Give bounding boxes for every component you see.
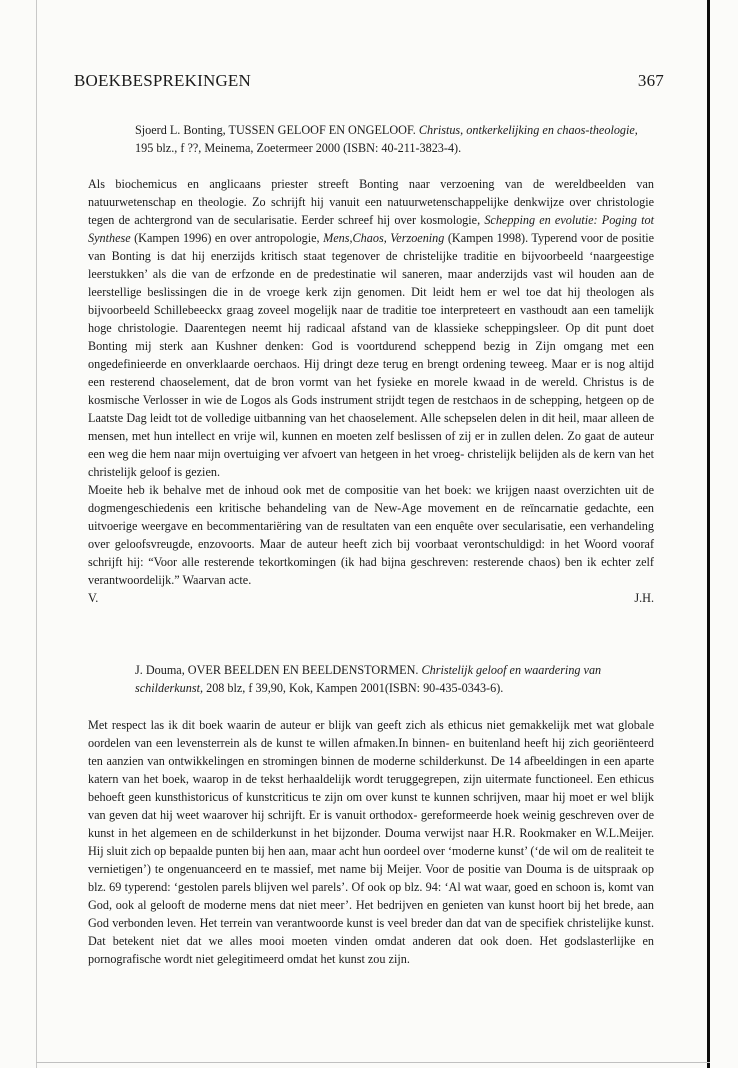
review2-body [88,716,654,968]
signature-left: V. [88,591,99,605]
review2-subtitle: Christelijk geloof en waardering van schilderkunst, [135,663,602,695]
review1-paragraph-1: Als biochemicus en anglicaans priester streeft Bonting naar verzoening van de wereldbeelden van natuurwetenschap en theologie. Zo schrijft hij vanuit een natuurwetenschappelijke denkwijze over christologie tegen de achtergrond van de secularisatie. Eerder schreef hij over kosmologie, Schepping en evolutie: Poging tot Synthese (Kampen 1996) en over antropologie, Mens,Chaos, Verzoening (Kampen 1998). Typerend voor de positie van Bonting is dat hij enerzijds kritisch staat tegenover de christelijke traditie en bijvoorbeeld ‘naargeestige leerstukken’ als die van de erfzonde en de predestinatie wil saneren, maar anderzijds vast wil houden aan de leerstellige beslissingen die in de vroege kerk zijn genomen. Dit leidt hem er wel toe dat hij theologen als bijvoorbeeld Schillebeeckx graag zoveel mogelijk naar de traditie toe interpreteert en vasthoudt aan een tamelijk hoge christologie. Daarentegen neemt hij radicaal afstand van de klassieke scheppingsleer. Op dit punt doet Bonting mij sterk aan Kushner denken: God is voortdurend scheppend bezig in Zijn omgang met een ongedefinieerde en onverklaarde oerchaos. Hij dringt deze terug en brengt ordening teweeg. Maar er is nog altijd een resterend chaoselement, dat de bron vormt van het fysieke en morele kwaad in de wereld. Christus is de kosmische Verlosser in wie de Logos als Gods instrument strijdt tegen de restchaos in de schepping, hetgeen op de Laatste Dag leidt tot de volledige uitbanning van het chaoselement. Alle schepselen delen in dit heil, maar alleen de mensen, met hun intellect en vrije wil, kunnen en moeten zelf beslissen of zij er in zullen delen. Zo gaat de auteur een weg die hem naar mijn overtuiging ver afvoert van hetgeen in het vroeg- christelijk belijden als de kern van het christelijk geloof is gezien. [88,177,655,479]
page-number: 367 [637,71,664,90]
review1-paragraph-2: Moeite heb ik behalve met de inhoud ook met de compositie van het boek: we krijgen naast overzichten uit de dogmengeschiedenis een kritische behandeling van de New-Age movement en de reïncarnatie gedachte, een uitvoerige weergave en becommentariëring van de resultaten van een enquête over secularisatie, een verhandeling over geloofsvreugde, enzovoorts. Maar de auteur heeft zich bij voorbaat verontschuldigd: in het Woord vooraf schrijft hij: “Voor alle resterende tekortkomingen (ik had bijna geschreven: resterende chaos) ben ik echter zelf verantwoordelijk.” Waarvan acte. [88,483,654,587]
review2-details: 208 blz, f 39,90, Kok, Kampen 2001(ISBN: 90-435-0343-6). [206,681,504,695]
review2-paragraph-1: Met respect las ik dit boek waarin de auteur er blijk van geeft zich als ethicus niet gemakkelijk met wat globale oordelen van een levensterrein als de kunst te willen afmaken.In binnen- en buitenland heeft hij zich georiënteerd ten aanzien van ontwikkelingen en stromingen binnen de moderne schilderkunst. De 14 afbeeldingen in een aparte katern van het boek, waarop in de tekst herhaaldelijk wordt teruggegrepen, zijn uitermate functioneel. Een ethicus behoeft geen kunsthistoricus of kunstcriticus te zijn om over kunst te kunnen schrijven, maar hij moet er wel blijk van geven dat hij weet waarover hij schrijft. Er is vanuit orthodox- gereformeerde hoek weinig geschreven over de kunst in het algemeen en de schilderkunst in het bijzonder. Douma verwijst naar H.R. Rookmaker en W.L.Meijer. Hij sluit zich op bepaalde punten bij hen aan, maar acht hun oordeel over ‘moderne kunst’ (‘de wil om de realiteit te vernietigen’) te ongenuanceerd en te massief, met name bij Meijer. Voor de positie van Douma is de uitspraak op blz. 69 typerend: ‘gestolen parels blijven wel parels’. Of ook op blz. 94: ‘Al wat waar, goed en schoon is, komt van God, ook al gelooft de moderne mens dat niet meer’. Het bedrijven en genieten van kunst hoort bij het brede, aan God verbonden leven. Het terrein van verantwoorde kunst is veel breder dan dat van de specifiek christelijke kunst. Dat betekent niet dat we alles mooi moeten vinden omdat anderen dat ook doen. Het godslasterlijke en pornografische wordt niet gelegitimeerd omdat het kunst zou zijn. [88,718,654,966]
right-margin-rule [707,0,710,1068]
review1-body [88,175,654,607]
review1-author-title: Sjoerd L. Bonting, TUSSEN GELOOF EN ONGELOOF. [135,123,416,137]
review2-author-title: J. Douma, OVER BEELDEN EN BEELDENSTORMEN. [135,663,419,677]
bottom-margin-rule [36,1062,710,1063]
review1-subtitle: Christus, ontkerkelijking en chaos-theologie, [418,123,638,137]
running-header [74,71,664,91]
signature-right: J.H. [634,591,654,605]
left-margin-rule [36,0,37,1068]
section-title: BOEKBESPREKINGEN [74,71,251,90]
review2-reference [135,661,655,697]
book-title-schepping: Schepping en evolutie: Poging tot Synthese [88,213,654,245]
review1-reference [135,121,655,157]
review1-signature [88,589,654,607]
review1-details: 195 blz., f ??, Meinema, Zoetermeer 2000 (ISBN: 40-211-3823-4). [135,141,462,155]
book-title-mens-chaos: Mens,Chaos, Verzoening [323,231,445,245]
